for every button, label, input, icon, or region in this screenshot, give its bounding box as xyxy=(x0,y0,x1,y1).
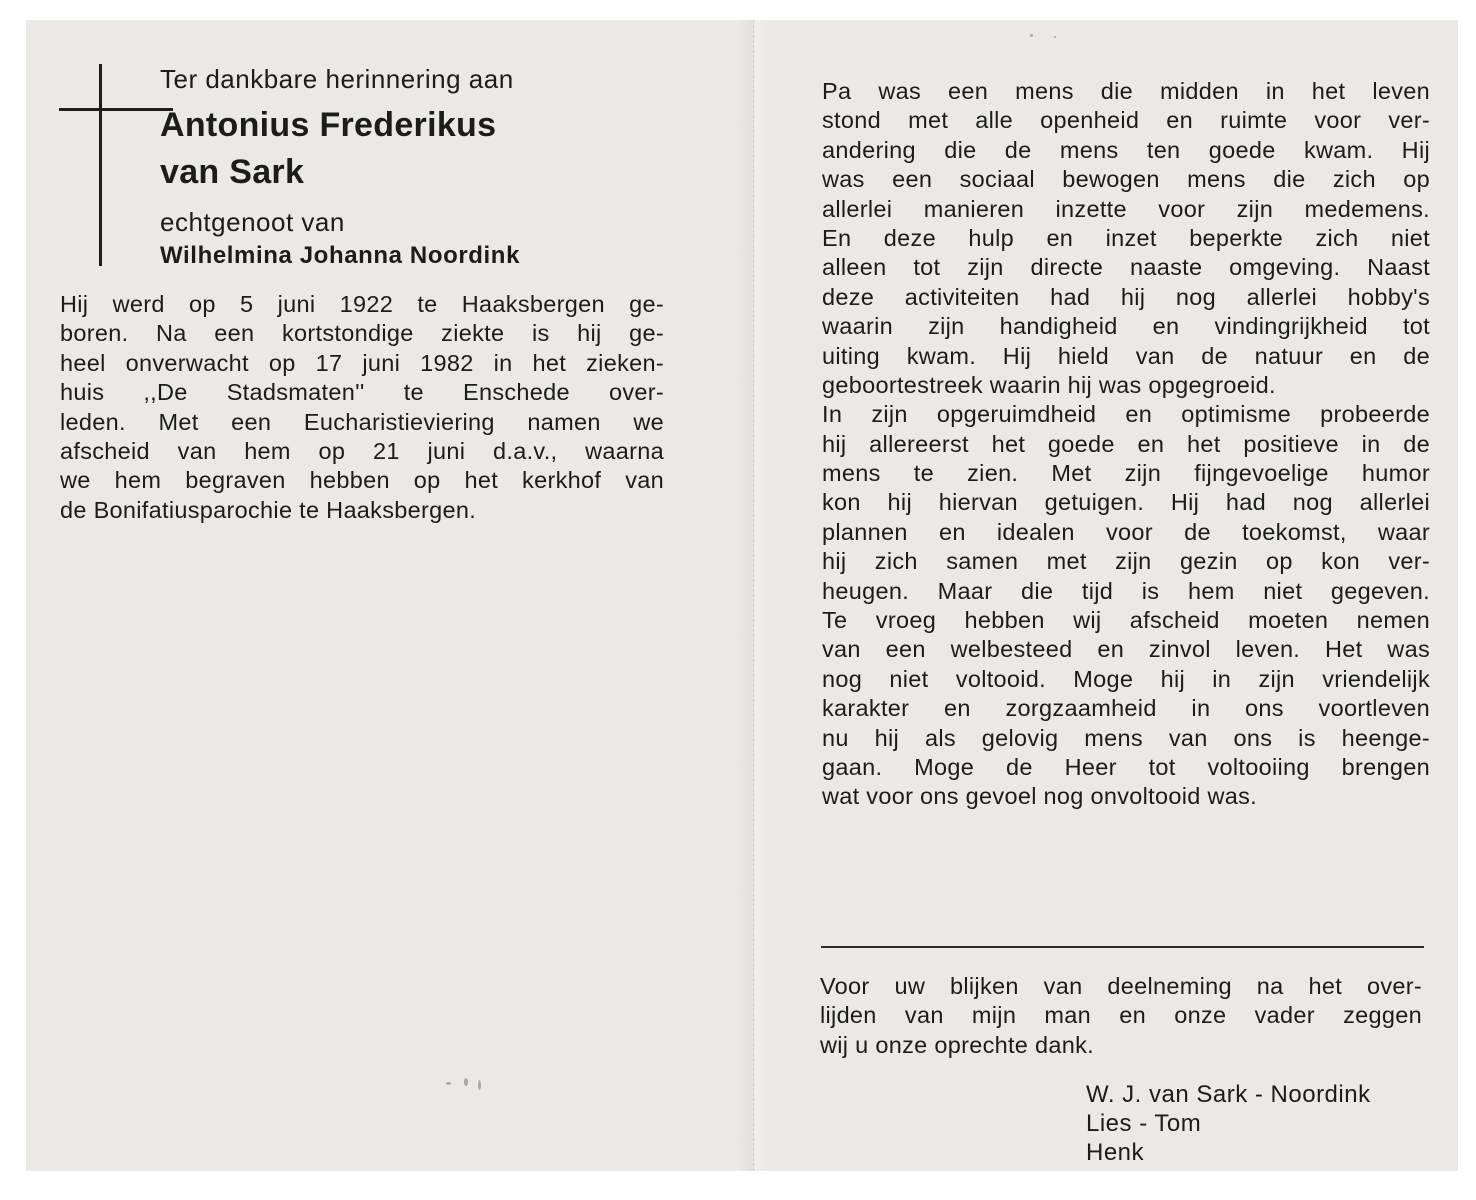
biography-line: heel onverwacht op 17 juni 1982 in het zieken- xyxy=(60,349,664,376)
biography-line: leden. Met een Eucharistieviering namen we xyxy=(60,408,664,435)
card-fold-line xyxy=(753,20,754,1171)
tribute-line: mens te zien. Met zijn fijngevoelige humor xyxy=(822,460,1430,487)
biography-line: huis ,,De Stadsmaten'' te Enschede over- xyxy=(60,379,664,406)
tribute-line: andering die de mens ten goede kwam. Hij xyxy=(822,136,1430,163)
tribute-paragraph xyxy=(822,77,1430,812)
biography-line: de Bonifatiusparochie te Haaksbergen. xyxy=(60,496,477,523)
divider-rule xyxy=(821,946,1424,948)
tribute-line: karakter en zorgzaamheid in ons voortleven xyxy=(822,695,1430,722)
cross-horizontal-bar xyxy=(59,108,173,111)
tribute-line: deze activiteiten had hij nog allerlei hobby's xyxy=(822,283,1430,310)
paper-speck xyxy=(478,1080,481,1090)
tribute-line: Te vroeg hebben wij afscheid moeten nemen xyxy=(822,607,1430,634)
deceased-name-line2: van Sark xyxy=(160,153,305,191)
paper-speck xyxy=(1054,36,1056,38)
tribute-line: hij allereerst het goede en het positieve in de xyxy=(822,430,1430,457)
spouse-intro: echtgenoot van xyxy=(160,207,345,237)
tribute-line: waarin zijn handigheid en vindingrijkheid tot xyxy=(822,313,1430,340)
tribute-line: alleen tot zijn directe naaste omgeving. Naast xyxy=(822,254,1430,281)
tribute-line: uiting kwam. Hij hield van de natuur en de xyxy=(822,342,1430,369)
tribute-line: gaan. Moge de Heer tot voltooiing brengen xyxy=(822,753,1430,780)
tribute-line: heugen. Maar die tijd is hem niet gegeven. xyxy=(822,577,1430,604)
tribute-line: En deze hulp en inzet beperkte zich niet xyxy=(822,224,1430,251)
tribute-line: geboortestreek waarin hij was opgegroeid. xyxy=(822,371,1276,398)
thanks-line: lijden van mijn man en onze vader zeggen xyxy=(820,1002,1422,1029)
intro-text: Ter dankbare herinnering aan xyxy=(160,64,514,94)
biography-line: Hij werd op 5 juni 1922 te Haaksbergen ge- xyxy=(60,291,664,317)
memorial-card xyxy=(26,20,1458,1171)
tribute-line: allerlei manieren inzette voor zijn medemens. xyxy=(822,195,1430,222)
spouse-name: Wilhelmina Johanna Noordink xyxy=(160,242,521,269)
thanks-paragraph xyxy=(820,972,1422,1060)
thanks-line: Voor uw blijken van deelneming na het over- xyxy=(820,973,1422,999)
paper-speck xyxy=(1030,34,1033,37)
biography-line: boren. Na een kortstondige ziekte is hij ge- xyxy=(60,320,664,347)
biography-paragraph xyxy=(60,290,664,525)
paper-speck xyxy=(464,1078,468,1086)
thanks-line: wij u onze oprechte dank. xyxy=(820,1031,1094,1058)
tribute-line: plannen en idealen voor de toekomst, waar xyxy=(822,518,1430,545)
biography-line: we hem begraven hebben op het kerkhof van xyxy=(60,467,664,494)
tribute-line: stond met alle openheid en ruimte voor ver- xyxy=(822,107,1430,134)
signature-line: W. J. van Sark - Noordink xyxy=(1086,1081,1371,1108)
tribute-line: wat voor ons gevoel nog onvoltooid was. xyxy=(822,783,1257,810)
tribute-line: In zijn opgeruimdheid en optimisme probeerde xyxy=(822,401,1430,428)
tribute-line: was een sociaal bewogen mens die zich op xyxy=(822,166,1430,193)
card-fold xyxy=(736,20,772,1171)
tribute-line: nu hij als gelovig mens van ons is heenge- xyxy=(822,724,1430,751)
signature-line: Lies - Tom xyxy=(1086,1110,1202,1137)
signature-line: Henk xyxy=(1086,1139,1145,1166)
tribute-line: nog niet voltooid. Moge hij in zijn vriendelijk xyxy=(822,665,1430,692)
tribute-line: hij zich samen met zijn gezin op kon ver- xyxy=(822,548,1430,575)
tribute-line: Pa was een mens die midden in het leven xyxy=(822,78,1430,104)
tribute-line: van een welbesteed en zinvol leven. Het was xyxy=(822,636,1430,663)
tribute-line: kon hij hiervan getuigen. Hij had nog allerlei xyxy=(822,489,1430,516)
deceased-name-line1: Antonius Frederikus xyxy=(160,106,497,144)
paper-speck xyxy=(446,1082,451,1085)
biography-line: afscheid van hem op 21 juni d.a.v., waarna xyxy=(60,437,664,464)
cross-vertical-bar xyxy=(99,64,102,266)
